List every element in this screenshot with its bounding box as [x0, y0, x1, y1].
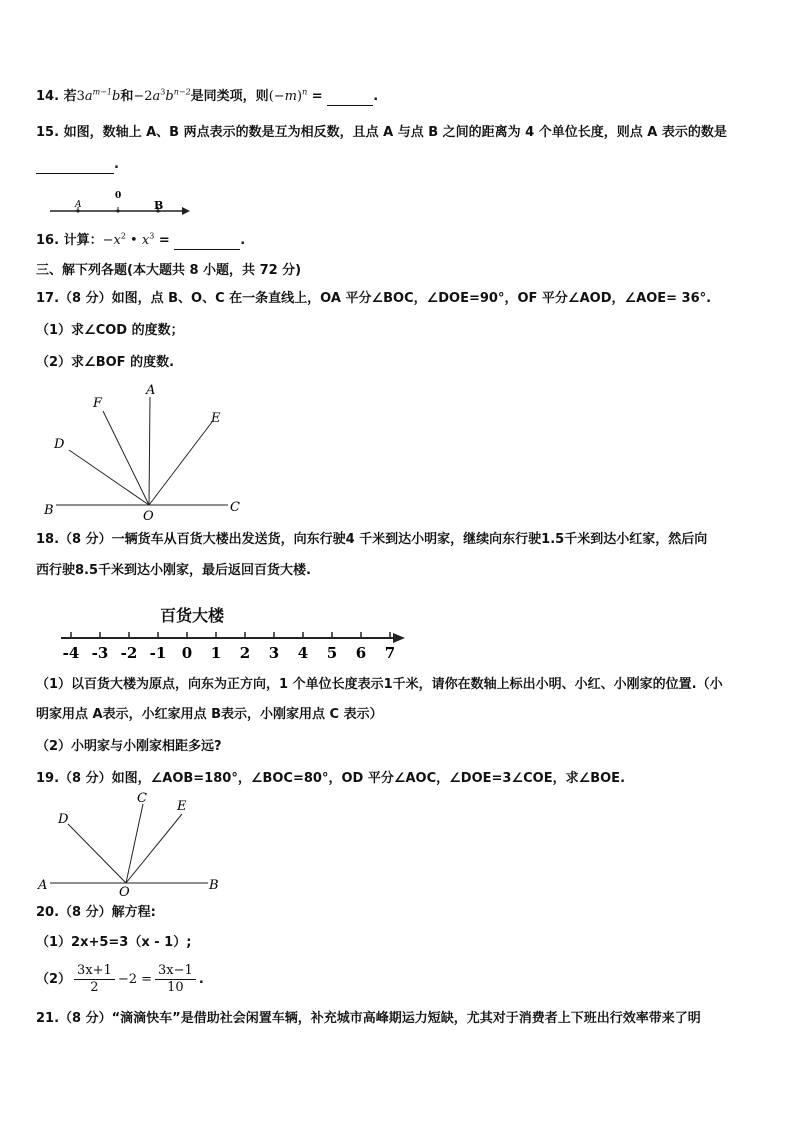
q18-tick-label: 6: [355, 644, 367, 662]
q16-line: 16. 计算：$-x^2$ • $x^3$ = .: [36, 231, 246, 248]
q14-expression: $(-m)^n$: [268, 87, 308, 104]
q15-answer-blank[interactable]: [36, 159, 114, 174]
q18-tick-label: 1: [210, 644, 222, 662]
q19-label-d: D: [58, 812, 69, 827]
q18-tick-label: 2: [239, 644, 251, 662]
q18-tick-label: -1: [149, 644, 167, 662]
q20-sub1: （1）2x+5=3（x - 1）;: [36, 935, 192, 950]
q14-term1: $3a^{m-1}b$: [76, 87, 121, 104]
q19-line: 19.（8 分）如图，∠AOB=180°，∠BOC=80°，OD 平分∠AOC，∠DOE=3∠COE，求∠BOE.: [36, 771, 626, 786]
q19-label-e: E: [177, 799, 187, 814]
q18-sub2: （2）小明家与小刚家相距多远?: [36, 739, 222, 754]
q19-label-o: O: [119, 885, 130, 898]
q18-tick-group: [63, 632, 396, 662]
q18-tick-label: 4: [297, 644, 309, 662]
q17-sub2: （2）求∠BOF 的度数.: [36, 355, 175, 370]
q16-answer-blank[interactable]: [174, 235, 240, 250]
section3-title: 三、解下列各题(本大题共 8 小题，共 72 分): [36, 263, 302, 278]
q14-answer-blank[interactable]: [327, 91, 373, 106]
q15-text: 如图，数轴上 A、B 两点表示的数是互为相反数，且点 A 与点 B 之间的距离为 4 个单位长度，则点 A 表示的数是: [63, 125, 727, 140]
q16-expression: $-x^2$ • $x^3$: [102, 231, 155, 248]
q16-number: 16.: [36, 233, 60, 248]
q19-angle-diagram: [36, 788, 226, 898]
q18-tick-label: -3: [91, 644, 109, 662]
q15-number-line: [48, 186, 193, 220]
q19-label-c: C: [137, 791, 147, 806]
q18-line2: 西行驶8.5千米到达小刚家，最后返回百货大楼.: [36, 563, 311, 578]
q18-number-line: [55, 624, 415, 666]
q17-text: 如图，点 B、O、C 在一条直线上，OA 平分∠BOC，∠DOE=90°，OF 平分∠AOD，∠AOE= 36°.: [111, 291, 712, 306]
q18-sub1-line1: （1）以百货大楼为原点，向东为正方向，1 个单位长度表示1千米，请你在数轴上标出小明、小红、小刚家的位置.（小: [36, 677, 723, 692]
q18-tick-label: -2: [120, 644, 138, 662]
q17-label-c: C: [230, 500, 240, 515]
q20-number: 20.: [36, 905, 60, 920]
q17-label-e: E: [211, 411, 221, 426]
q14-line: 14. 若$3a^{m-1}b$和$-2a^3b^{n-2}$是同类项，则$(-m)^n$ = .: [36, 87, 379, 104]
q17-label-d: D: [54, 437, 65, 452]
q17-label-a: A: [146, 383, 156, 398]
q19-label-a: A: [38, 878, 48, 893]
q14-number: 14.: [36, 89, 60, 104]
q21-line: 21.（8 分）“滴滴快车”是借助社会闲置车辆，补充城市高峰期运力短缺，尤其对于消费者上下班出行效率带来了明: [36, 1011, 701, 1026]
q21-text: “滴滴快车”是借助社会闲置车辆，补充城市高峰期运力短缺，尤其对于消费者上下班出行效率带来了明: [111, 1011, 701, 1026]
q17-number: 17.: [36, 291, 60, 306]
q20-line: 20.（8 分）解方程:: [36, 905, 156, 920]
q17-line: 17.（8 分）如图，点 B、O、C 在一条直线上，OA 平分∠BOC，∠DOE=90°，OF 平分∠AOD，∠AOE= 36°.: [36, 291, 712, 306]
q18-axis-title: 百货大楼: [160, 606, 225, 625]
q15-answer-line: .: [36, 156, 119, 174]
q17-angle-diagram: [40, 380, 250, 522]
q20-fraction-1: $\frac{3x+1}{2}$: [74, 963, 115, 996]
q18-tick-label: -4: [62, 644, 80, 662]
q21-number: 21.: [36, 1011, 60, 1026]
q15-label-a: A: [75, 200, 82, 210]
q15-line: [36, 124, 727, 142]
q17-label-f: F: [93, 396, 103, 411]
q18-sub1-line2: 明家用点 A表示，小红家用点 B表示，小刚家用点 C 表示）: [36, 707, 383, 722]
q14-term2: $-2a^3b^{n-2}$: [133, 87, 191, 104]
q19-number: 19.: [36, 771, 60, 786]
q19-text: 如图，∠AOB=180°，∠BOC=80°，OD 平分∠AOC，∠DOE=3∠COE，求∠BOE.: [111, 771, 626, 786]
q17-label-b: B: [44, 503, 54, 518]
q18-tick-label: 0: [181, 644, 193, 662]
q19-label-b: B: [209, 878, 219, 893]
q17-label-o: O: [143, 509, 154, 522]
q18-number: 18.: [36, 532, 60, 547]
q15-label-b: B: [154, 199, 164, 212]
q18-tick-label: 5: [326, 644, 338, 662]
q17-sub1: （1）求∠COD 的度数；: [36, 323, 184, 338]
q15-number: 15.: [36, 125, 60, 140]
q18-tick-label: 3: [268, 644, 280, 662]
q20-sub2: （2） $\frac{3x+1}{2}$ −2 = $\frac{3x-1}{10}$ .: [36, 963, 204, 995]
q20-fraction-2: $\frac{3x-1}{10}$: [155, 963, 196, 996]
q18-line1: 18.（8 分）一辆货车从百货大楼出发送货，向东行驶4 千米到达小明家，继续向东行驶1.5千米到达小红家，然后向: [36, 532, 708, 547]
q18-tick-label: 7: [384, 644, 396, 662]
q15-label-o: 0: [115, 191, 122, 201]
